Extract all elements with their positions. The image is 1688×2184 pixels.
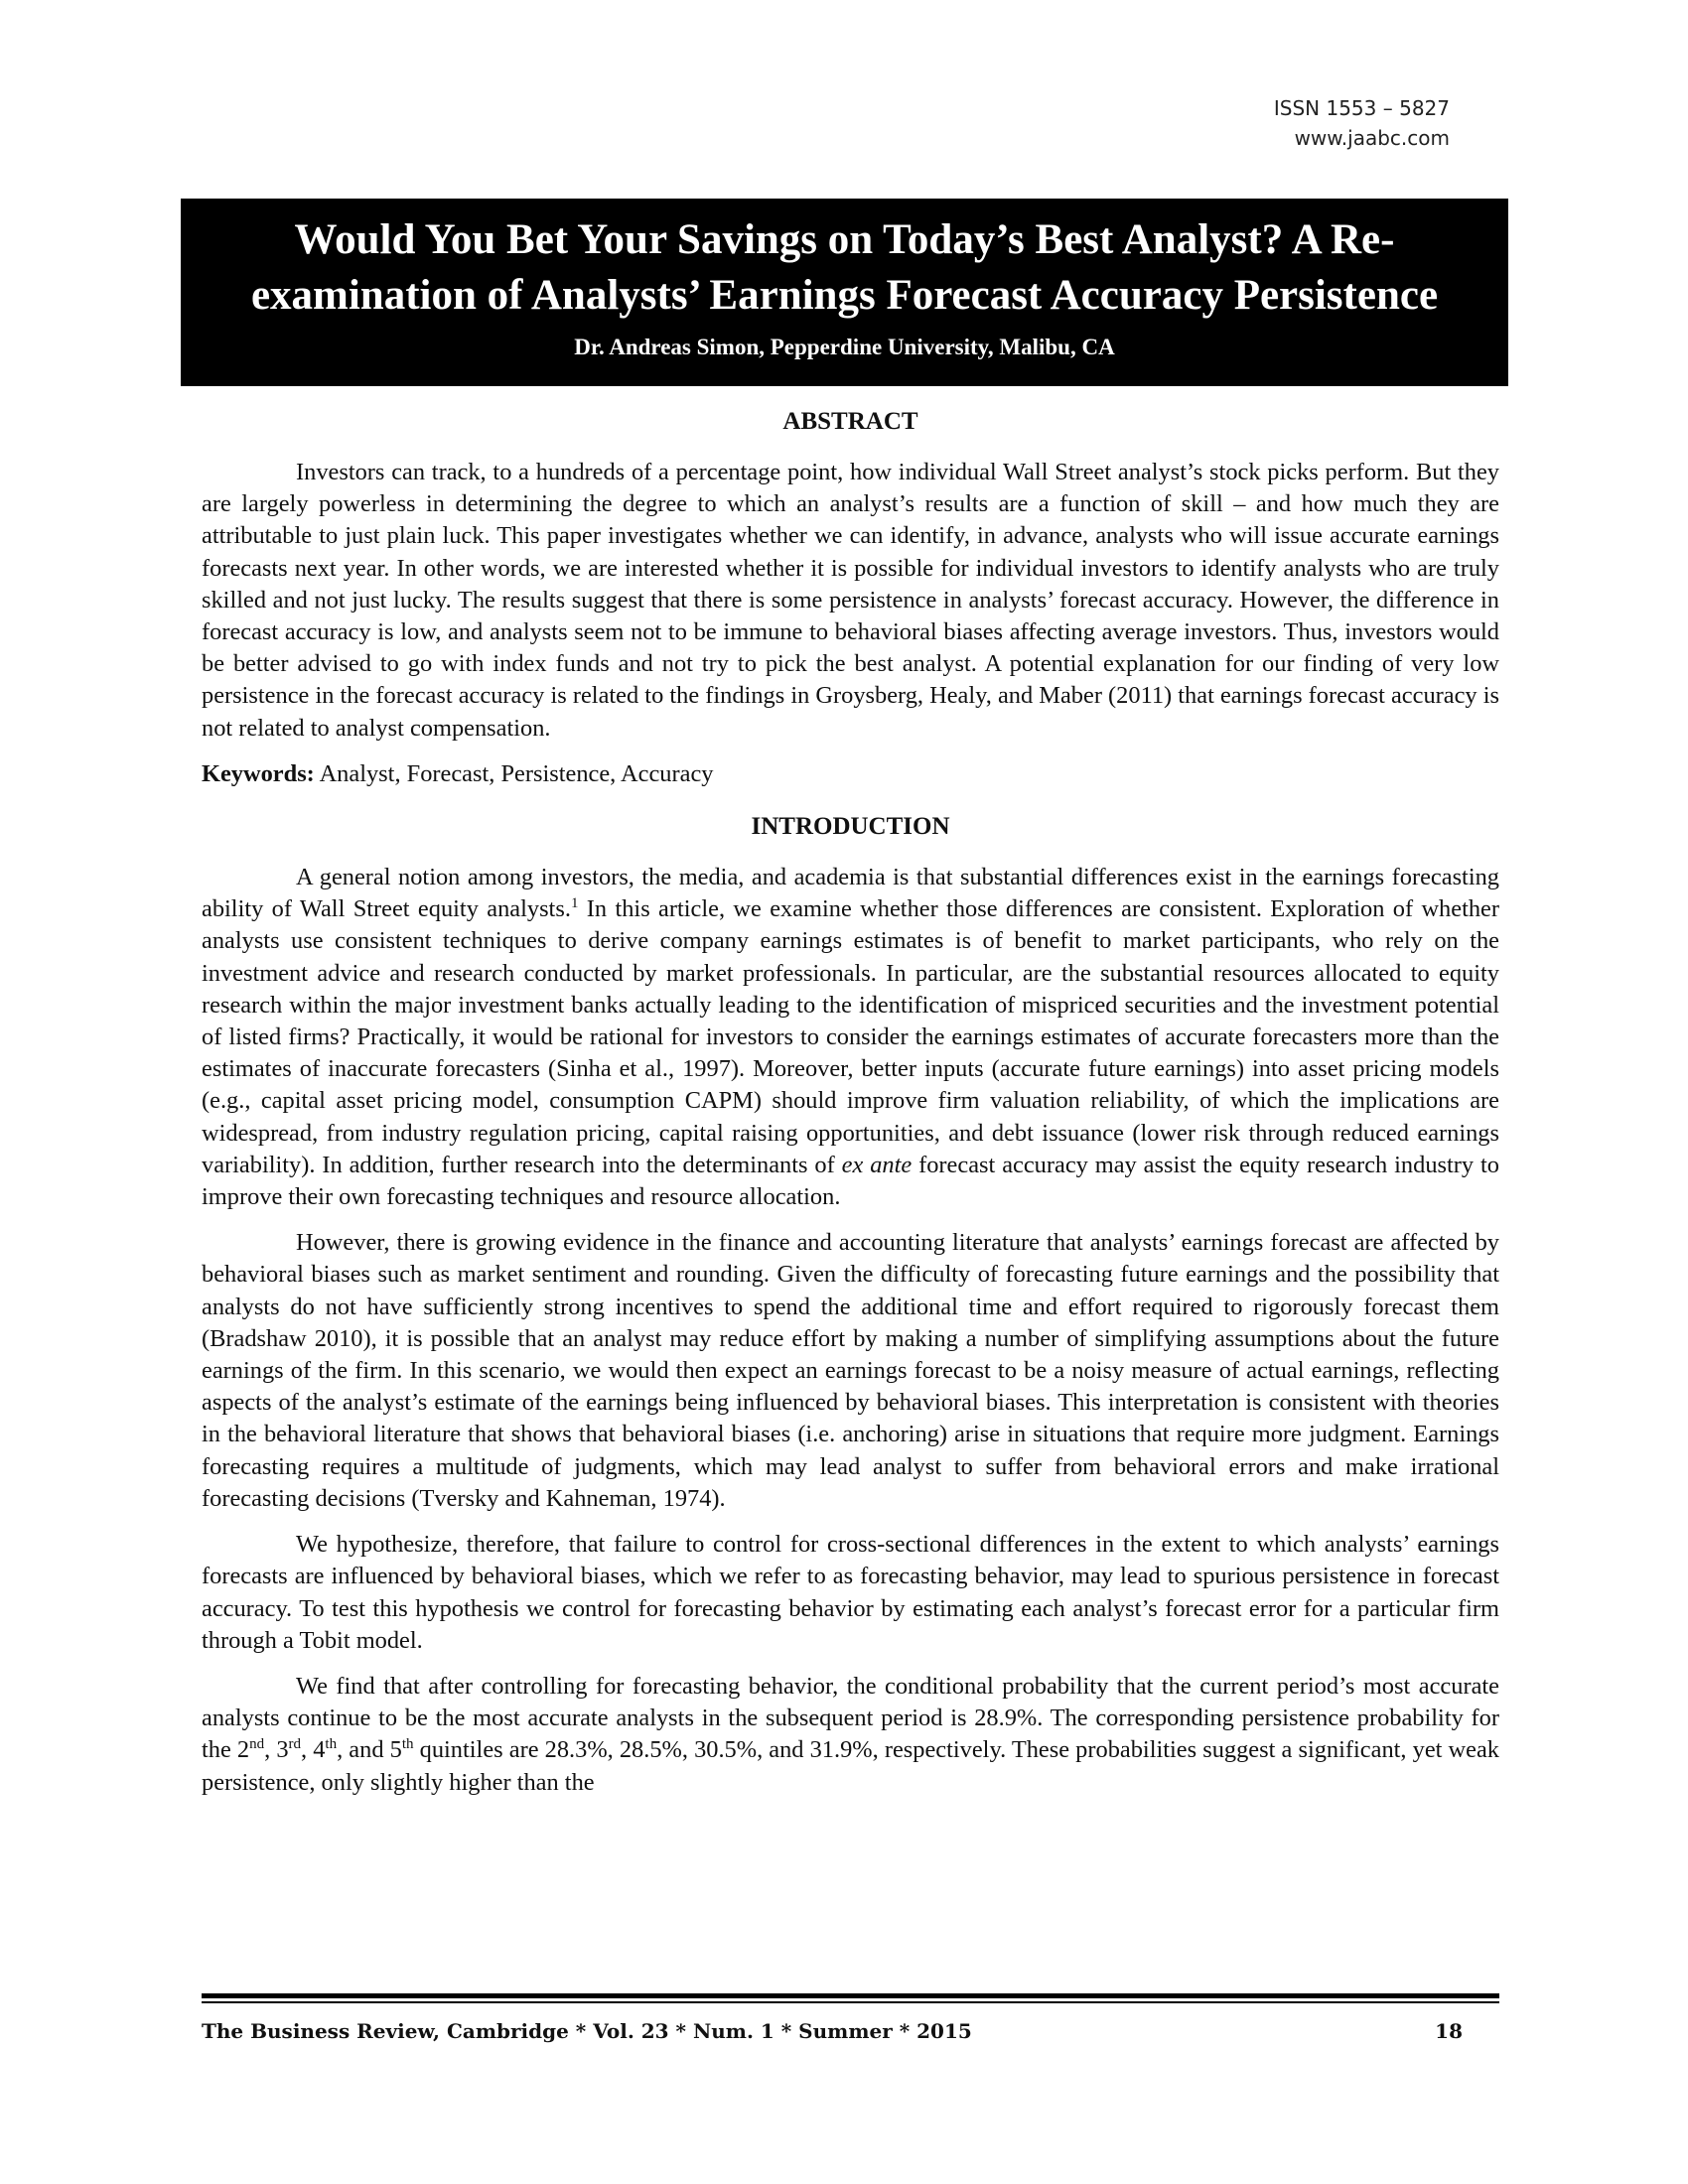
footnote-marker: 1 xyxy=(570,895,579,912)
intro-p1-text-a: A general notion among investors, the media, and academia is that substantial differences exist in the earnings forecasting ability of Wall Street equity analysts. xyxy=(202,864,1499,923)
introduction-heading: INTRODUCTION xyxy=(751,813,950,841)
ordinal-suffix: th xyxy=(325,1736,338,1753)
journal-citation: The Business Review, Cambridge * Vol. 23 * Num. 1 * Summer * 2015 xyxy=(202,2019,972,2043)
keywords-line xyxy=(202,758,1499,790)
intro-p1-text-b: In this article, we examine whether those differences are consistent. Exploration of whether analysts use consistent techniques to derive company earnings estimates is of benefit to market participants, who rely on the investment advice and research conducted by market professionals. In particular, are the substantial resources allocated to equity research within the major investment banks actually leading to the identification of mispriced securities and the investment potential of listed firms? Practically, it would be rational for investors to consider the earnings estimates of accurate forecasters more than the estimates of inaccurate forecasters (Sinha et al., 1997). Moreover, better inputs (accurate future earnings) into asset pricing models (e.g., capital asset pricing model, consumption CAPM) should improve firm valuation reliability, of which the implications are widespread, from industry regulation pricing, capital raising opportunities, and debt issuance (lower risk through reduced earnings variability). In addition, further research into the determinants of xyxy=(202,895,1499,1178)
page-footer xyxy=(202,2019,1463,2043)
keywords-value: Analyst, Forecast, Persistence, Accuracy xyxy=(314,759,714,787)
author-affiliation: Dr. Andreas Simon, Pepperdine University, Malibu, CA xyxy=(574,335,1115,359)
issn-number: ISSN 1553 – 5827 xyxy=(1273,96,1450,120)
intro-p1-italic: ex ante xyxy=(841,1151,913,1178)
issn-header xyxy=(1274,93,1450,153)
intro-paragraph-1 xyxy=(202,862,1499,1213)
intro-p4-text-c: , 4 xyxy=(301,1736,326,1764)
keywords-label: Keywords: xyxy=(202,759,315,787)
intro-paragraph-3: We hypothesize, therefore, that failure to control for cross-sectional differences in the extent to which analysts’ earnings forecasts are influenced by behavioral biases, which we refer to as forecasting behavior, may lead to spurious persistence in forecast accuracy. To test this hypothesis we control for forecasting behavior by estimating each analyst’s forecast error for a particular firm through a Tobit model. xyxy=(202,1531,1499,1654)
intro-paragraph-2: However, there is growing evidence in the finance and accounting literature that analysts’ earnings forecast are affected by behavioral biases such as market sentiment and rounding. Given the difficulty of forecasting future earnings and the possibility that analysts do not have sufficiently strong incentives to spend the additional time and effort required to rigorously forecast them (Bradshaw 2010), it is possible that an analyst may reduce effort by making a number of simplifying assumptions about the future earnings of the firm. In this scenario, we would then expect an earnings forecast to be a noisy measure of actual earnings, reflecting aspects of the analyst’s estimate of the earnings being influenced by behavioral biases. This interpretation is consistent with theories in the behavioral literature that shows that behavioral biases (i.e. anchoring) arise in situations that require more judgment. Earnings forecasting requires a multitude of judgments, which may lead analyst to suffer from behavioral errors and make irrational forecasting decisions (Tversky and Kahneman, 1974). xyxy=(202,1229,1499,1512)
intro-p4-text-d: , and 5 xyxy=(337,1736,402,1764)
paper-title-line-2: examination of Analysts’ Earnings Forecast Accuracy Persistence xyxy=(250,272,1439,319)
journal-website: www.jaabc.com xyxy=(1294,126,1450,150)
intro-p4-text-e: quintiles are 28.3%, 28.5%, 30.5%, and 31.9%, respectively. These probabilities suggest a significant, yet weak persistence, only slightly higher than the xyxy=(202,1736,1499,1796)
intro-p4-text-a: We find that after controlling for forecasting behavior, the conditional probability that the current period’s most accurate analysts continue to be the most accurate analysts in the subsequent period is 28.9%. The corresponding persistence probability for the 2 xyxy=(202,1672,1499,1764)
paper-title-line-1: Would You Bet Your Savings on Today’s Best Analyst? A Re- xyxy=(294,216,1395,263)
ordinal-suffix: th xyxy=(401,1736,414,1753)
intro-p1-text-c: forecast accuracy may assist the equity research industry to improve their own forecasting techniques and resource allocation. xyxy=(202,1151,1499,1211)
intro-p4-text-b: , 3 xyxy=(264,1736,289,1764)
intro-paragraph-4 xyxy=(202,1671,1499,1799)
ordinal-suffix: nd xyxy=(249,1736,265,1753)
footer-divider-thick xyxy=(202,1993,1499,1998)
page-number: 18 xyxy=(1435,2019,1463,2043)
paper-body xyxy=(202,405,1499,1813)
title-banner xyxy=(181,199,1508,386)
ordinal-suffix: rd xyxy=(288,1736,302,1753)
footer-divider-thin xyxy=(202,2001,1499,2003)
abstract-heading: ABSTRACT xyxy=(782,408,918,435)
abstract-text: Investors can track, to a hundreds of a percentage point, how individual Wall Street analyst’s stock picks perform. But they are largely powerless in determining the degree to which an analyst’s results are a function of skill – and how much they are attributable to just plain luck. This paper investigates whether we can identify, in advance, analysts who will issue accurate earnings forecasts next year. In other words, we are interested whether it is possible for individual investors to identify analysts who are truly skilled and not just lucky. The results suggest that there is some persistence in analysts’ forecast accuracy. However, the difference in forecast accuracy is low, and analysts seem not to be immune to behavioral biases affecting average investors. Thus, investors would be better advised to go with index funds and not try to pick the best analyst. A potential explanation for our finding of very low persistence in the forecast accuracy is related to the findings in Groysberg, Healy, and Maber (2011) that earnings forecast accuracy is not related to analyst compensation. xyxy=(202,459,1499,742)
